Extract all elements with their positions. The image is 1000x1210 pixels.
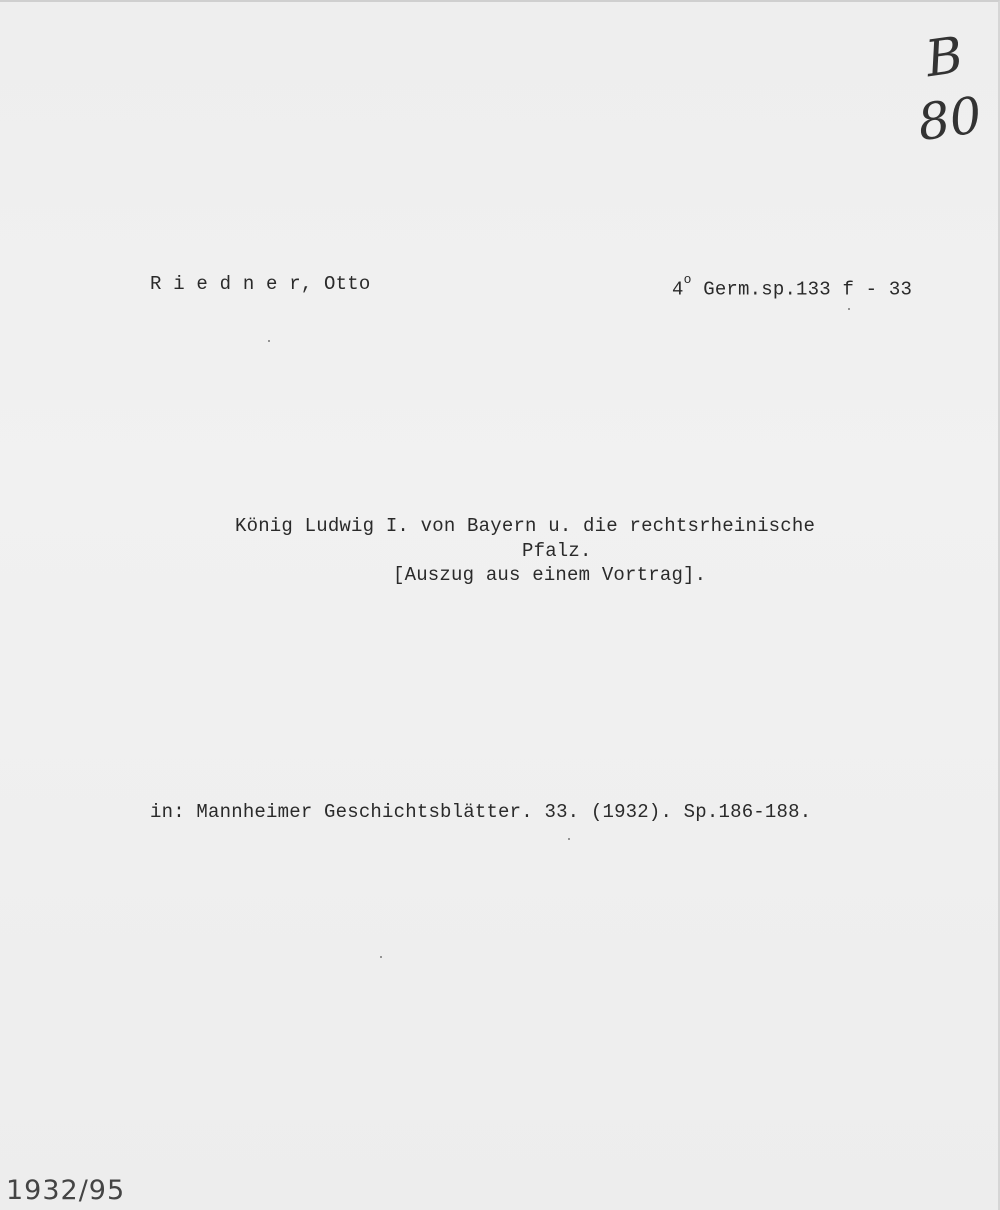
- shelfmark-superscript: o: [683, 272, 692, 287]
- handwritten-mark-top: B: [922, 25, 967, 89]
- paper-speck: [568, 838, 570, 840]
- author-name: R i e d n e r, Otto: [150, 273, 371, 295]
- paper-speck: [268, 340, 270, 342]
- shelfmark-prefix: 4: [672, 278, 684, 301]
- title-line-2: Pfalz.: [522, 540, 592, 562]
- source-citation: in: Mannheimer Geschichtsblätter. 33. (1932). Sp.186-188.: [150, 801, 812, 823]
- title-line-3: [Auszug aus einem Vortrag].: [393, 564, 707, 586]
- handwritten-accession-number: 1932/95: [6, 1175, 126, 1206]
- title-line-1: König Ludwig I. von Bayern u. die rechtsrheinische: [235, 515, 816, 537]
- shelfmark: [672, 272, 912, 301]
- paper-speck: [848, 308, 850, 310]
- shelfmark-rest: Germ.sp.133 f - 33: [691, 278, 913, 301]
- handwritten-number-top: 80: [914, 85, 986, 153]
- paper-speck: [380, 956, 382, 958]
